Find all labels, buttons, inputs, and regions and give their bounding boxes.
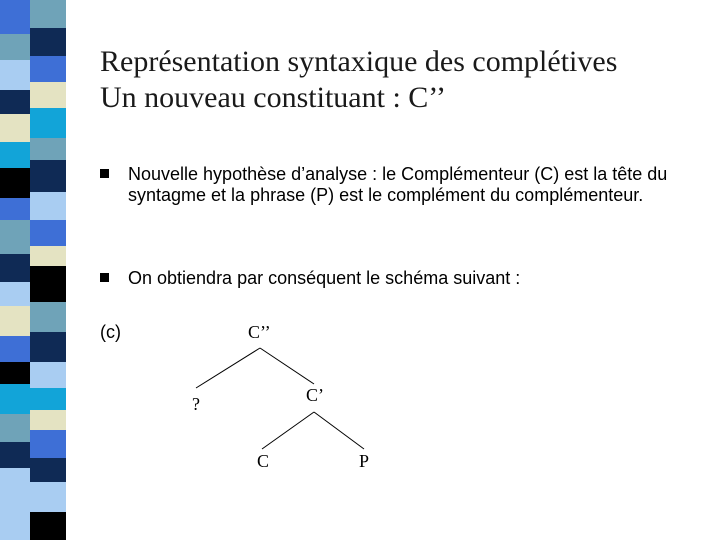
title-line-1: Représentation syntaxique des complétives: [100, 45, 618, 78]
edge-root-bar: [260, 348, 314, 384]
tree-node-root: C’’: [248, 322, 271, 342]
title-line-2: Un nouveau constituant : C’’: [100, 81, 447, 114]
edge-bar-complement: [314, 412, 364, 449]
bullet-text-2: On obtiendra par conséquent le schéma suivant :: [128, 268, 521, 288]
edge-bar-head: [262, 412, 314, 449]
tree-node-bar: C’: [306, 385, 324, 405]
tree-node-spec: ?: [192, 394, 200, 414]
bullet-text-1: Nouvelle hypothèse d’analyse : le Complémenteur (C) est la tête du syntagme et la phrase (P) est le complément du complémenteur.: [128, 164, 668, 205]
edge-root-spec: [196, 348, 260, 388]
tree-node-head: C: [257, 451, 270, 471]
example-label: (c): [100, 322, 121, 342]
tree-node-complement: P: [359, 451, 370, 471]
